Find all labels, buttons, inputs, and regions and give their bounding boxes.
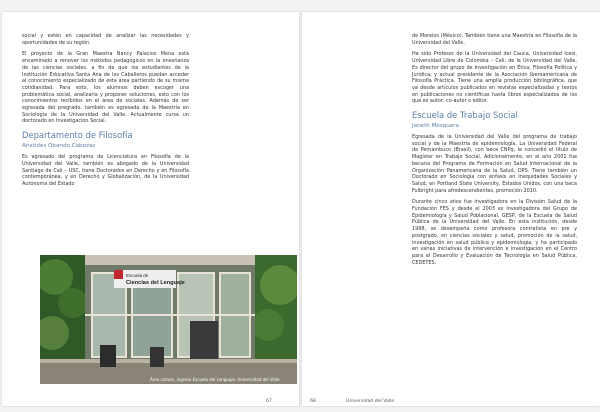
person-name-obando: Aristides Obando Cabezas <box>22 143 96 150</box>
right-text-column <box>412 33 577 271</box>
book-fold <box>299 12 301 406</box>
photo-caption: Área común, ingreso Escuela del Lenguaje. Universidad del Valle. <box>150 377 281 382</box>
foliage-blob <box>252 309 284 341</box>
section-title-trabajo-social: Escuela de Trabajo Social <box>412 110 518 121</box>
left-text-column <box>22 33 189 193</box>
sign-line-1: Escuela de <box>126 273 149 278</box>
planter <box>100 345 116 367</box>
right-paragraph: de Morelos (México). También tiene una Maestría en Filosofía de la Universidad del Valle. <box>412 33 577 46</box>
right-paragraph: Durante cinco años fue investigadora en la División Salud de la Fundación FES y desde el 2003 es investigadora del Grupo de Epidemiología y Salud Poblacional, GESP, de la Escuela de Salud Pública de la Universidad del Valle. En esta institución, desde 1998, se desempeña como profesora contratista en pre y postgrado, en ciencias sociales y salud, promoción de la salud, investigación en salud pública y epidemiología, y ha participado en varias iniciativas de intervención e investigación en el Centro para el Desarrollo y Evaluación de Tecnología en Salud Pública, CEDETES. <box>412 199 577 266</box>
step <box>40 359 297 363</box>
person-name-mosquera: Janeth Mosquera <box>412 123 460 130</box>
photo-illustration <box>40 255 297 384</box>
page-number-right: 68 <box>310 399 316 404</box>
right-paragraph: Ha sido Profesor de la Universidad del Cauca, Universidad Icesi, Universidad Libre de Colombia – Cali, de la Universidad del Valle. Es director del grupo de Investigación en Ética, Filosofía Política y Jurídica, y actual presidente de la Asociación Iberoamericana de Filosofía Práctica. Tiene una amplia producción bibliográfica, que va desde artículos publicados en revistas especializadas y textos en publicaciones no científicas hasta libros especializados de los que es autor, co-autor o editor. <box>412 51 577 105</box>
foliage-blob <box>58 288 88 318</box>
doorway <box>190 321 218 361</box>
left-paragraph: social y estén en capacidad de analizar las necesidades y oportunidades de su región. <box>22 33 189 46</box>
planter <box>150 347 164 367</box>
page-number-left: 67 <box>266 399 272 404</box>
right-paragraph: Egresada de la Universidad del Valle del programa de trabajo social y de la Maestría de epidemiología. La Universidad Federal de Pernambuco (Brasil), con beca CNPq, le concedió el título de Magíster en Trabajo Social. Adicionalmente, en el año 2001 fue becaria del Programa de Formación en Salud Internacional de la Organización Panamericana de la Salud, OPS. Tiene también un Doctorado en Sociología con énfasis en Inequidades Sociales y Salud, en Portland State University, Estados Unidos, con una beca Fulbright para afrodescendientes, promoción 2010. <box>412 134 577 194</box>
sign-logo <box>114 270 123 279</box>
left-paragraph: Es egresado del programa de Licenciatura en Filosofía de la Universidad del Valle, también es abogado de la Universidad Santiago de Cali – USC, tiene Doctorados en Derecho y en Filosofía contemporánea, y en Derecho y Globalización, de la Universidad Autónoma del Estado <box>22 154 189 187</box>
footer-label: Universidad del Valle <box>346 399 395 404</box>
left-paragraph: El proyecto de la Gran Maestra Nancy Palacios Mena está encaminado a renovar los métodos pedagógicos en la enseñanza de las ciencias sociales, a fin de que los estudiantes de la Institución Educativa Santa Ana de los Caballeros puedan acceder al conocimiento especializado de esta área partiendo de su misma cotidianidad. Para esto, los alumnos deben escoger una problemática social, analizarla y proponer soluciones, esto con los conocimientos recibidos en el área de sociales. Además de ser egresada del pregrado, también es egresada de la Maestría en Sociología de la Universidad del Valle. Actualmente cursa un doctorado en Investigación Social. <box>22 51 189 125</box>
building-entrance-photo <box>40 255 297 384</box>
section-title-filosofia: Departamento de Filosofía <box>22 130 133 141</box>
right-page <box>302 12 600 406</box>
sign-line-2: Ciencias del Lenguaje <box>126 280 185 286</box>
